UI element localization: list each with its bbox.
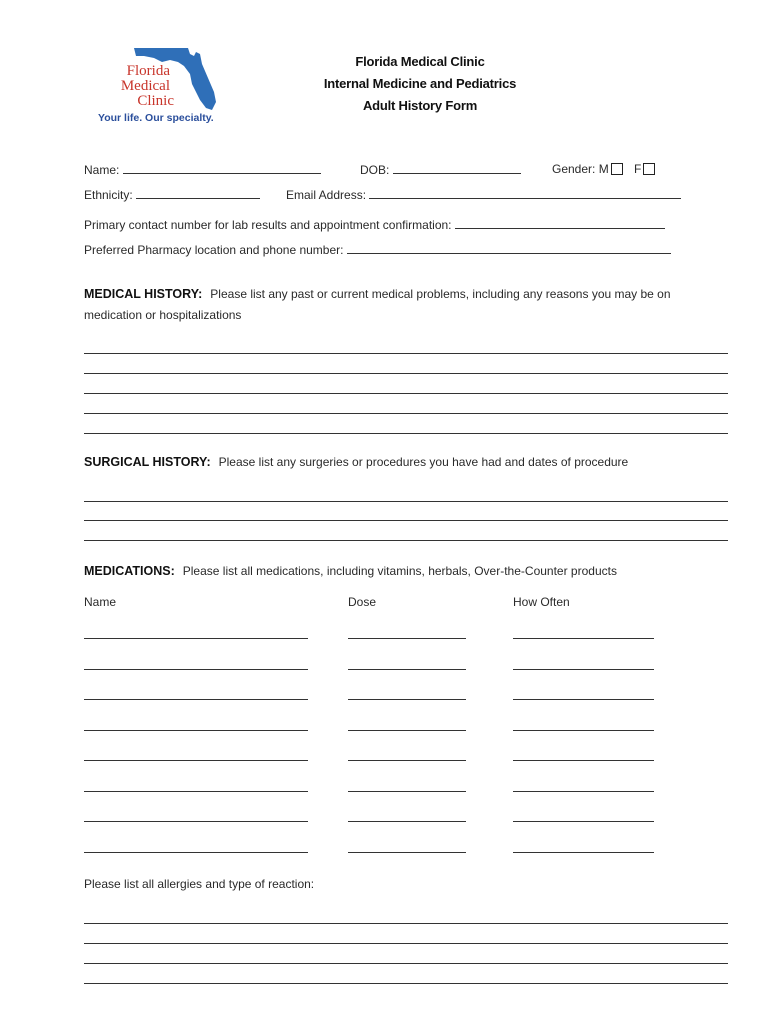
medications-heading	[84, 564, 617, 578]
medical-history-line[interactable]	[84, 373, 728, 374]
form-title: Adult History Form	[362, 98, 478, 113]
medication-dose-blank[interactable]	[348, 760, 466, 761]
medical-history-heading	[84, 287, 671, 301]
medication-dose-blank[interactable]	[348, 638, 466, 639]
medication-name-blank[interactable]	[84, 791, 308, 792]
medication-frequency-blank[interactable]	[513, 699, 654, 700]
name-blank[interactable]	[123, 162, 321, 174]
dob-field[interactable]	[360, 162, 521, 177]
surgical-history-heading	[84, 455, 628, 469]
pharmacy-label: Preferred Pharmacy location and phone number:	[84, 243, 344, 257]
medical-history-line[interactable]	[84, 393, 728, 394]
ethnicity-blank[interactable]	[136, 187, 260, 199]
department-name: Internal Medicine and Pediatrics	[323, 76, 517, 91]
ethnicity-field[interactable]	[84, 187, 260, 202]
medication-frequency-blank[interactable]	[513, 791, 654, 792]
surgical-history-line[interactable]	[84, 501, 728, 502]
gender-m-checkbox[interactable]	[611, 163, 623, 175]
medication-dose-blank[interactable]	[348, 821, 466, 822]
medication-name-column-header: Name	[84, 595, 117, 609]
name-field[interactable]	[84, 162, 321, 177]
name-label: Name:	[84, 163, 120, 177]
allergies-label: Please list all allergies and type of reaction:	[84, 877, 315, 891]
medication-name-blank[interactable]	[84, 852, 308, 853]
medication-dose-blank[interactable]	[348, 791, 466, 792]
surgical-history-description: Please list any surgeries or procedures you have had and dates of procedure	[218, 455, 629, 469]
medical-history-line[interactable]	[84, 353, 728, 354]
medical-history-description: Please list any past or current medical problems, including any reasons you may be on	[210, 287, 671, 301]
surgical-history-line[interactable]	[84, 540, 728, 541]
clinic-name: Florida Medical Clinic	[355, 54, 485, 69]
allergies-line[interactable]	[84, 923, 728, 924]
medication-frequency-blank[interactable]	[513, 730, 654, 731]
logo-line-1: Florida	[126, 63, 170, 79]
logo-line-3: Clinic	[137, 93, 174, 109]
medical-history-line[interactable]	[84, 433, 728, 434]
email-field[interactable]	[286, 187, 681, 202]
email-blank[interactable]	[369, 187, 681, 199]
dob-blank[interactable]	[393, 162, 521, 174]
allergies-line[interactable]	[84, 943, 728, 944]
pharmacy-blank[interactable]	[347, 242, 671, 254]
contact-number-label: Primary contact number for lab results and appointment confirmation:	[84, 218, 452, 232]
medical-history-line[interactable]	[84, 413, 728, 414]
medical-history-description-cont: medication or hospitalizations	[84, 308, 242, 322]
medication-frequency-column-header: How Often	[513, 595, 570, 609]
medication-frequency-blank[interactable]	[513, 760, 654, 761]
gender-field	[552, 162, 655, 176]
logo-line-2: Medical	[120, 78, 170, 94]
medication-name-blank[interactable]	[84, 760, 308, 761]
logo-tagline: Your life. Our specialty.	[98, 112, 214, 124]
allergies-line[interactable]	[84, 983, 728, 984]
medication-dose-blank[interactable]	[348, 852, 466, 853]
medication-dose-blank[interactable]	[348, 669, 466, 670]
medication-dose-column-header: Dose	[348, 595, 377, 609]
medications-description: Please list all medications, including vitamins, herbals, Over-the-Counter products	[182, 564, 617, 578]
medication-dose-blank[interactable]	[348, 730, 466, 731]
medication-dose-blank[interactable]	[348, 699, 466, 700]
medication-name-blank[interactable]	[84, 699, 308, 700]
gender-f-label: F	[634, 162, 642, 176]
contact-number-field[interactable]	[84, 217, 665, 232]
medical-history-title: MEDICAL HISTORY:	[84, 287, 203, 301]
medication-name-blank[interactable]	[84, 821, 308, 822]
medication-frequency-blank[interactable]	[513, 821, 654, 822]
medication-name-blank[interactable]	[84, 638, 308, 639]
medication-frequency-blank[interactable]	[513, 852, 654, 853]
pharmacy-field[interactable]	[84, 242, 671, 257]
surgical-history-line[interactable]	[84, 520, 728, 521]
contact-number-blank[interactable]	[455, 217, 665, 229]
email-label: Email Address:	[286, 188, 367, 202]
medication-name-blank[interactable]	[84, 669, 308, 670]
medication-frequency-blank[interactable]	[513, 669, 654, 670]
gender-f-checkbox[interactable]	[643, 163, 655, 175]
ethnicity-label: Ethnicity:	[84, 188, 133, 202]
gender-m-label: Gender: M	[552, 162, 609, 176]
medications-title: MEDICATIONS:	[84, 564, 175, 578]
allergies-line[interactable]	[84, 963, 728, 964]
medication-frequency-blank[interactable]	[513, 638, 654, 639]
surgical-history-title: SURGICAL HISTORY:	[84, 455, 211, 469]
clinic-logo	[92, 44, 222, 128]
dob-label: DOB:	[360, 163, 390, 177]
medication-name-blank[interactable]	[84, 730, 308, 731]
